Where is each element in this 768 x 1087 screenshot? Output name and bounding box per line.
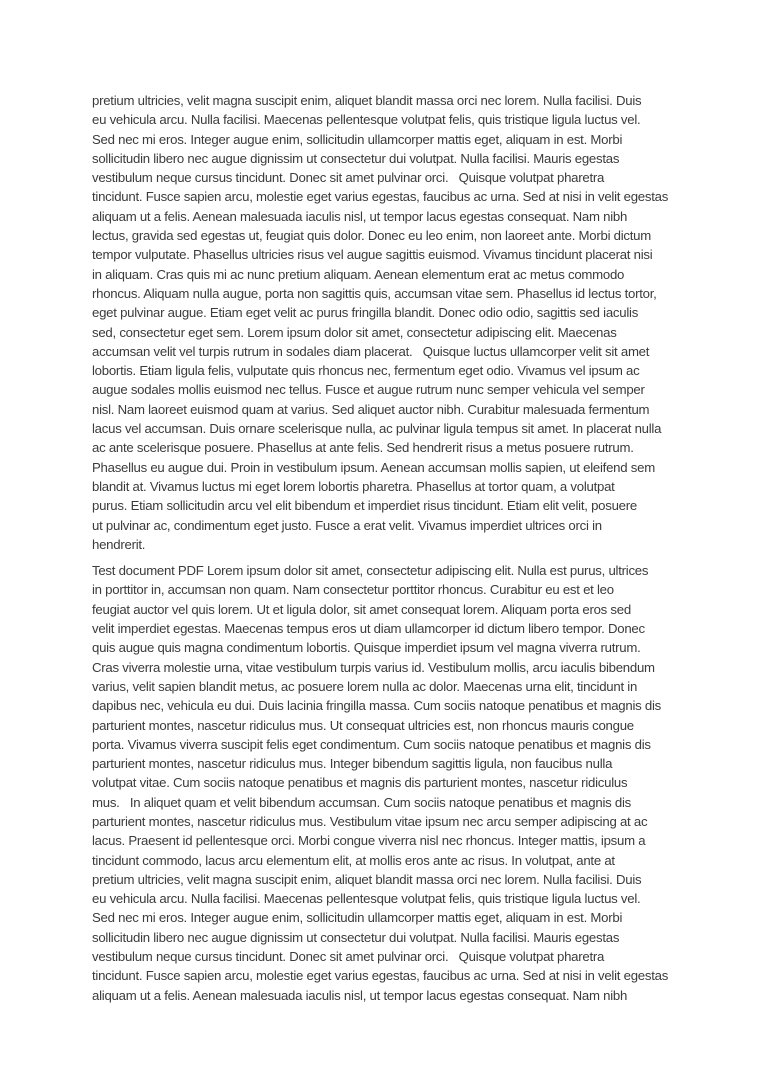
text-line: tempor vulputate. Phasellus ultricies risus vel augue sagittis euismod. Vivamus tincidunt placerat nisi (92, 247, 653, 263)
text-line: lacus vel accumsan. Duis ornare scelerisque nulla, ac pulvinar ligula tempus sit amet. In placerat nulla (92, 421, 662, 437)
text-line: in aliquam. Cras quis mi ac nunc pretium aliquam. Aenean elementum erat ac metus commodo (92, 266, 625, 282)
text-line: Cras viverra molestie urna, vitae vestibulum turpis varius id. Vestibulum mollis, arcu iaculis bibendum (92, 659, 655, 675)
text-line: tincidunt. Fusce sapien arcu, molestie eget varius egestas, faucibus ac urna. Sed at nisi in velit egestas (92, 189, 669, 205)
text-line: vestibulum neque cursus tincidunt. Donec sit amet pulvinar orci. Quisque volutpat pharetra (92, 170, 605, 186)
text-line: in porttitor in, accumsan non quam. Nam consectetur porttitor rhoncus. Curabitur eu est et leo (92, 582, 614, 598)
text-line: blandit at. Vivamus luctus mi eget lorem lobortis pharetra. Phasellus at tortor quam, a volutpat (92, 478, 615, 494)
text-line: eu vehicula arcu. Nulla facilisi. Maecenas pellentesque volutpat felis, quis tristique ligula luctus vel. (92, 891, 641, 907)
text-line: porta. Vivamus viverra suscipit felis eget condimentum. Cum sociis natoque penatibus et magnis dis (92, 736, 651, 752)
text-line: dapibus nec, vehicula eu dui. Duis lacinia fringilla massa. Cum sociis natoque penatibus et magnis dis (92, 698, 661, 714)
text-line: pretium ultricies, velit magna suscipit enim, aliquet blandit massa orci nec lorem. Nulla facilisi. Duis (92, 93, 642, 108)
text-line: augue sodales mollis euismod nec tellus. Fusce et augue rutrum nunc semper vehicula vel semper (92, 382, 645, 398)
text-line: vestibulum neque cursus tincidunt. Donec sit amet pulvinar orci. Quisque volutpat pharetra (92, 949, 605, 965)
text-line: pretium ultricies, velit magna suscipit enim, aliquet blandit massa orci nec lorem. Nulla facilisi. Duis (92, 871, 642, 887)
text-content (92, 91, 688, 1012)
text-line: lobortis. Etiam ligula felis, vulputate quis rhoncus nec, fermentum eget odio. Vivamus vel ipsum ac (92, 363, 640, 379)
text-line: Phasellus eu augue dui. Proin in vestibulum ipsum. Aenean accumsan mollis sapien, ut eleifend sem (92, 459, 655, 475)
text-line: volutpat vitae. Cum sociis natoque penatibus et magnis dis parturient montes, nascetur ridiculus (92, 775, 628, 791)
text-line: aliquam ut a felis. Aenean malesuada iaculis nisl, ut tempor lacus egestas consequat. Nam nibh (92, 987, 628, 1003)
text-line: lacus. Praesent id pellentesque orci. Morbi congue viverra nisl nec rhoncus. Integer mattis, ipsum a (92, 833, 646, 849)
text-line: parturient montes, nascetur ridiculus mus. Vestibulum vitae ipsum nec arcu semper adipiscing at ac (92, 813, 648, 829)
text-line: tincidunt. Fusce sapien arcu, molestie eget varius egestas, faucibus ac urna. Sed at nisi in velit egestas (92, 968, 669, 984)
text-line: aliquam ut a felis. Aenean malesuada iaculis nisl, ut tempor lacus egestas consequat. Nam nibh (92, 208, 628, 224)
text-line: varius, velit sapien blandit metus, ac posuere lorem nulla ac dolor. Maecenas urna elit, tincidunt in (92, 678, 638, 694)
text-line: Sed nec mi eros. Integer augue enim, sollicitudin ullamcorper mattis eget, aliquam in est. Morbi (92, 910, 623, 926)
text-line: eu vehicula arcu. Nulla facilisi. Maecenas pellentesque volutpat felis, quis tristique ligula luctus vel. (92, 112, 641, 128)
text-line: eget pulvinar augue. Etiam eget velit ac purus fringilla blandit. Donec odio odio, sagittis sed iaculis (92, 305, 639, 321)
text-line: quis augue quis magna condimentum lobortis. Quisque imperdiet ipsum vel magna viverra rutrum. (92, 640, 641, 656)
text-line: tincidunt commodo, lacus arcu elementum elit, at mollis eros ante ac risus. In volutpat, ante at (92, 852, 615, 868)
text-line: sollicitudin libero nec augue dignissim ut consectetur dui volutpat. Nulla facilisi. Mauris egestas (92, 150, 620, 166)
text-line: purus. Etiam sollicitudin arcu vel elit bibendum et imperdiet risus tincidunt. Etiam elit velit, posuere (92, 498, 637, 514)
text-line: rhoncus. Aliquam nulla augue, porta non sagittis quis, accumsan vitae sem. Phasellus id lectus tortor, (92, 285, 657, 301)
text-line: Sed nec mi eros. Integer augue enim, sollicitudin ullamcorper mattis eget, aliquam in est. Morbi (92, 131, 623, 147)
text-line: mus. In aliquet quam et velit bibendum accumsan. Cum sociis natoque penatibus et magnis dis (92, 794, 631, 810)
text-line: accumsan velit vel turpis rutrum in sodales diam placerat. Quisque luctus ullamcorper velit sit amet (92, 343, 650, 359)
text-line: Test document PDF Lorem ipsum dolor sit amet, consectetur adipiscing elit. Nulla est purus, ultrices (92, 563, 649, 579)
text-line: nisl. Nam laoreet euismod quam at varius. Sed aliquet auctor nibh. Curabitur malesuada fermentum (92, 401, 650, 417)
text-line: lectus, gravida sed egestas ut, feugiat quis dolor. Donec eu leo enim, non laoreet ante. Morbi dictum (92, 228, 652, 244)
text-line: ut pulvinar ac, condimentum eget justo. Fusce a erat velit. Vivamus imperdiet ultrices orci in (92, 517, 602, 533)
text-line: feugiat auctor vel quis lorem. Ut et ligula dolor, sit amet consequat lorem. Aliquam porta eros sed (92, 601, 631, 617)
text-line: ac ante scelerisque posuere. Phasellus at ante felis. Sed hendrerit risus a metus posuere rutrum. (92, 440, 634, 456)
paragraph (92, 91, 688, 554)
text-line: velit imperdiet egestas. Maecenas tempus eros ut diam ullamcorper id dictum libero tempor. Donec (92, 621, 645, 637)
text-line: sollicitudin libero nec augue dignissim ut consectetur dui volutpat. Nulla facilisi. Mauris egestas (92, 929, 620, 945)
text-line: sed, consectetur eget sem. Lorem ipsum dolor sit amet, consectetur adipiscing elit. Maecenas (92, 324, 617, 340)
text-line: parturient montes, nascetur ridiculus mus. Integer bibendum sagittis ligula, non faucibus nulla (92, 756, 613, 772)
text-line: parturient montes, nascetur ridiculus mus. Ut consequat ultricies est, non rhoncus mauris congue (92, 717, 634, 733)
paragraph (92, 561, 688, 1005)
text-line: hendrerit. (92, 536, 146, 552)
